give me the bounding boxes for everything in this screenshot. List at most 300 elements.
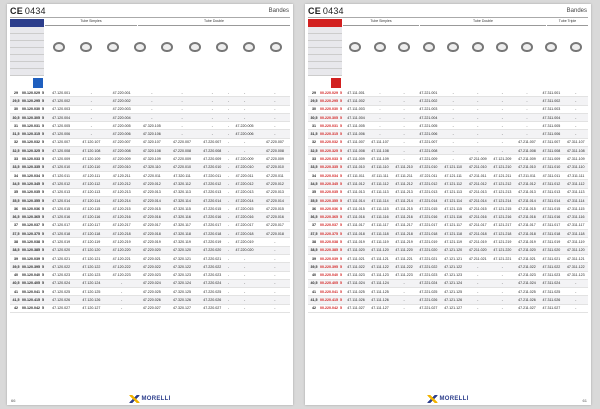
table-row: [308, 171, 588, 179]
part-number-cell: 47.111.215: [392, 205, 416, 213]
table-row: [10, 147, 290, 155]
qty-cell: 5: [338, 213, 344, 221]
part-number-cell: -: [137, 113, 167, 121]
part-number-cell: 47.221.016: [416, 213, 441, 221]
part-number-cell: 47.311.107: [564, 138, 588, 146]
part-number-cell: -: [260, 271, 290, 279]
part-number-cell: 47.211.008: [515, 147, 539, 155]
part-number-cell: 47.120.017: [46, 221, 76, 229]
part-number-cell: 47.120.116: [76, 213, 106, 221]
section-title: Bandes: [268, 8, 289, 14]
part-number-cell: 47.220.027: [137, 304, 167, 312]
part-number-cell: -: [227, 188, 229, 196]
part-number-cell: -: [490, 105, 515, 113]
qty-cell: 5: [338, 188, 344, 196]
size-cell: 34: [308, 171, 320, 179]
part-number-cell: 47.221.020: [416, 246, 441, 254]
table-row: [308, 205, 588, 213]
ref-cell: 00.120.030: [22, 105, 40, 113]
part-number-cell: 47.111.109: [368, 155, 392, 163]
ref-cell: 00.120.375: [22, 230, 40, 238]
part-number-cell: 47.311.015: [539, 205, 563, 213]
part-number-cell: -: [441, 138, 466, 146]
part-number-cell: 47.311.003: [539, 105, 563, 113]
part-number-cell: -: [466, 279, 490, 287]
qty-cell: 5: [40, 246, 46, 254]
part-number-cell: 47.311.120: [564, 246, 588, 254]
part-number-cell: 47.120.023: [46, 271, 76, 279]
table-row: [10, 97, 290, 105]
part-number-cell: -: [227, 221, 229, 229]
qty-cell: 5: [338, 163, 344, 171]
qty-cell: 5: [40, 89, 46, 97]
part-number-cell: -: [227, 246, 229, 254]
qty-cell: 5: [338, 296, 344, 304]
part-number-cell: -: [564, 89, 588, 97]
qty-cell: 5: [338, 221, 344, 229]
part-number-cell: 47.220.017: [197, 221, 227, 229]
part-number-cell: -: [229, 105, 259, 113]
part-number-cell: 47.211.009: [515, 155, 539, 163]
part-number-cell: 47.121.216: [490, 213, 515, 221]
part-number-cell: 47.211.007: [515, 138, 539, 146]
brand-logo: MORELLI: [427, 395, 468, 403]
part-number-cell: 47.120.219: [106, 238, 136, 246]
size-cell: 35,5: [10, 196, 22, 204]
qty-cell: 5: [338, 147, 344, 155]
part-number-cell: 47.211.012: [515, 180, 539, 188]
bands-table: [308, 89, 588, 313]
ref-cell: 00.120.355: [22, 196, 40, 204]
part-number-cell: -: [197, 130, 227, 138]
part-number-cell: 47.220.018: [137, 230, 167, 238]
ref-cell: 00.220.032: [320, 138, 338, 146]
part-number-cell: 47.220.019: [197, 238, 227, 246]
size-cell: 40: [10, 271, 22, 279]
part-number-cell: 47.320.114: [167, 196, 197, 204]
table-row: [10, 246, 290, 254]
thumbnail-row: [45, 58, 290, 76]
part-number-cell: 47.311.024: [539, 279, 563, 287]
part-number-cell: 47.221.009: [416, 155, 441, 163]
part-number-cell: 47.111.121: [368, 254, 392, 262]
qty-cell: 5: [338, 89, 344, 97]
part-number-cell: 47.220.014: [229, 196, 259, 204]
part-number-cell: 47.311.007: [539, 138, 563, 146]
color-ribbon: [331, 78, 341, 88]
part-number-cell: -: [515, 113, 539, 121]
qty-cell: 5: [40, 113, 46, 121]
part-number-cell: 47.211.015: [515, 205, 539, 213]
table-row: [10, 138, 290, 146]
qty-cell: 5: [338, 288, 344, 296]
part-number-cell: 47.120.122: [76, 263, 106, 271]
part-number-cell: 47.221.025: [416, 288, 441, 296]
table-row: [10, 188, 290, 196]
band-icon-cell: [127, 37, 154, 57]
ref-cell: 00.120.315: [22, 130, 40, 138]
qty-cell: 5: [40, 130, 46, 138]
part-number-cell: 47.220.007: [106, 138, 136, 146]
table-row: [10, 279, 290, 287]
part-number-cell: 47.111.117: [368, 221, 392, 229]
part-number-cell: 47.120.127: [76, 304, 106, 312]
table-row: [308, 213, 588, 221]
part-number-cell: 47.121.127: [441, 304, 466, 312]
part-number-cell: -: [260, 304, 290, 312]
ref-cell: 00.120.038: [22, 238, 40, 246]
part-number-cell: -: [260, 254, 290, 262]
part-number-cell: 47.121.119: [441, 238, 466, 246]
part-number-cell: -: [106, 288, 136, 296]
part-number-cell: 47.121.116: [441, 213, 466, 221]
part-number-cell: 47.221.022: [416, 263, 441, 271]
table-row: [308, 130, 588, 138]
part-number-cell: 47.120.004: [46, 113, 76, 121]
part-number-cell: -: [368, 130, 392, 138]
part-number-cell: 47.120.220: [106, 246, 136, 254]
part-number-cell: 47.221.005: [416, 122, 441, 130]
part-number-cell: 47.111.025: [344, 288, 368, 296]
part-number-cell: 47.120.016: [46, 213, 76, 221]
part-number-cell: 47.111.108: [368, 147, 392, 155]
part-number-cell: 47.121.113: [441, 188, 466, 196]
size-cell: 33: [10, 155, 22, 163]
part-number-cell: 47.121.114: [441, 196, 466, 204]
table-row: [10, 288, 290, 296]
part-number-cell: 47.111.219: [392, 238, 416, 246]
part-number-cell: -: [515, 130, 539, 138]
part-number-cell: 47.220.002: [106, 97, 136, 105]
brand-logo: MORELLI: [129, 395, 170, 403]
part-number-cell: -: [490, 122, 515, 130]
ref-cell: 00.120.037: [22, 221, 40, 229]
part-number-cell: -: [137, 89, 167, 97]
part-number-cell: 47.120.006: [46, 130, 76, 138]
part-number-cell: 47.111.007: [344, 138, 368, 146]
size-cell: 34,5: [10, 180, 22, 188]
part-number-cell: -: [227, 296, 229, 304]
part-number-cell: -: [229, 263, 259, 271]
part-number-cell: 47.111.213: [392, 188, 416, 196]
size-cell: 36,5: [308, 213, 320, 221]
part-number-cell: -: [466, 263, 490, 271]
table-row: [10, 196, 290, 204]
part-number-cell: 47.211.017: [466, 221, 490, 229]
size-cell: 41,5: [10, 296, 22, 304]
ce-mark: CE 0434: [10, 6, 46, 16]
part-number-cell: 47.221.010: [416, 163, 441, 171]
band-icon: [134, 42, 146, 52]
ref-cell: 00.120.041: [22, 288, 40, 296]
ref-cell: 00.120.405: [22, 279, 40, 287]
qty-cell: 5: [338, 230, 344, 238]
part-number-cell: 47.311.011: [539, 171, 563, 179]
part-number-cell: -: [515, 97, 539, 105]
qty-cell: 5: [40, 279, 46, 287]
part-number-cell: 47.220.024: [137, 279, 167, 287]
part-number-cell: -: [466, 147, 490, 155]
part-number-cell: 47.121.115: [441, 205, 466, 213]
part-number-cell: 47.120.007: [46, 138, 76, 146]
qty-cell: 5: [338, 122, 344, 130]
part-number-cell: 47.211.010: [515, 163, 539, 171]
part-number-cell: -: [260, 279, 290, 287]
part-number-cell: 47.311.001: [539, 89, 563, 97]
table-row: [10, 155, 290, 163]
table-row: [308, 122, 588, 130]
part-number-cell: -: [227, 263, 229, 271]
size-cell: 33: [308, 155, 320, 163]
size-cell: 31: [10, 122, 22, 130]
part-number-cell: 47.220.009: [229, 155, 259, 163]
part-number-cell: 47.111.023: [344, 271, 368, 279]
part-number-cell: 47.111.127: [368, 304, 392, 312]
size-cell: 40,5: [10, 279, 22, 287]
part-number-cell: 47.120.009: [46, 155, 76, 163]
part-number-cell: 47.311.113: [564, 188, 588, 196]
band-icon: [398, 42, 410, 52]
part-number-cell: -: [227, 130, 229, 138]
part-number-cell: -: [260, 113, 290, 121]
ref-cell: 00.220.029: [320, 89, 338, 97]
part-number-cell: -: [564, 288, 588, 296]
catalog-page-left: [7, 4, 293, 405]
part-number-cell: 47.311.014: [539, 196, 563, 204]
part-number-cell: -: [515, 89, 539, 97]
part-number-cell: 47.320.115: [167, 205, 197, 213]
part-number-cell: -: [137, 105, 167, 113]
part-number-cell: -: [260, 105, 290, 113]
ref-cell: 00.220.415: [320, 296, 338, 304]
part-number-cell: -: [564, 105, 588, 113]
part-number-cell: 47.111.005: [344, 122, 368, 130]
ref-cell: 00.120.033: [22, 155, 40, 163]
part-number-cell: 47.320.123: [167, 271, 197, 279]
size-cell: 36: [308, 205, 320, 213]
size-cell: 31,5: [308, 130, 320, 138]
part-number-cell: 47.220.014: [137, 196, 167, 204]
band-icon-cell: [466, 37, 491, 57]
part-number-cell: 47.211.016: [515, 213, 539, 221]
part-number-cell: -: [167, 130, 197, 138]
part-number-cell: 47.111.220: [392, 246, 416, 254]
part-number-cell: -: [490, 288, 515, 296]
part-number-cell: 47.311.012: [539, 180, 563, 188]
part-number-cell: -: [466, 89, 490, 97]
column-headers: [343, 26, 588, 36]
part-number-cell: 47.221.023: [416, 271, 441, 279]
part-number-cell: 47.211.018: [515, 230, 539, 238]
part-number-cell: -: [260, 296, 290, 304]
part-number-cell: 47.211.017: [515, 221, 539, 229]
part-number-cell: -: [227, 155, 229, 163]
part-number-cell: 47.211.021: [515, 254, 539, 262]
part-number-cell: 47.220.009: [260, 155, 290, 163]
part-number-cell: -: [260, 246, 290, 254]
part-number-cell: 47.311.115: [564, 205, 588, 213]
part-number-cell: -: [167, 105, 197, 113]
part-number-cell: 47.220.019: [137, 238, 167, 246]
part-number-cell: 47.220.015: [260, 205, 290, 213]
part-number-cell: 47.220.010: [197, 163, 227, 171]
table-row: [308, 238, 588, 246]
part-number-cell: -: [227, 271, 229, 279]
part-number-cell: -: [368, 122, 392, 130]
part-number-cell: -: [227, 304, 229, 312]
ref-cell: 00.220.345: [320, 180, 338, 188]
part-number-cell: 47.221.017: [416, 221, 441, 229]
table-row: [308, 163, 588, 171]
part-number-cell: -: [227, 171, 229, 179]
part-number-cell: 47.121.120: [441, 246, 466, 254]
ref-cell: 00.220.041: [320, 288, 338, 296]
table-row: [308, 246, 588, 254]
table-row: [10, 89, 290, 97]
size-cell: 42: [308, 304, 320, 312]
part-number-cell: 47.221.019: [416, 238, 441, 246]
part-number-cell: 47.120.002: [46, 97, 76, 105]
band-icon: [80, 42, 92, 52]
part-number-cell: 47.211.020: [515, 246, 539, 254]
ref-cell: 00.220.315: [320, 130, 338, 138]
part-number-cell: 47.320.111: [167, 171, 197, 179]
part-number-cell: 47.120.025: [46, 288, 76, 296]
qty-cell: 5: [40, 213, 46, 221]
part-number-cell: 47.120.111: [76, 171, 106, 179]
qty-cell: 5: [338, 97, 344, 105]
band-icon-cell: [564, 37, 589, 57]
part-number-cell: 47.221.021: [416, 254, 441, 262]
qty-cell: 5: [338, 279, 344, 287]
part-number-cell: 47.220.023: [137, 271, 167, 279]
ref-cell: 00.120.040: [22, 271, 40, 279]
part-number-cell: -: [197, 122, 227, 130]
part-number-cell: 47.120.107: [76, 138, 106, 146]
ref-cell: 00.220.033: [320, 155, 338, 163]
part-number-cell: -: [227, 238, 229, 246]
part-number-cell: -: [441, 147, 466, 155]
part-number-cell: 47.311.123: [564, 271, 588, 279]
part-number-cell: 47.320.107: [137, 138, 167, 146]
part-number-cell: 47.111.020: [344, 246, 368, 254]
part-number-cell: 47.311.021: [539, 254, 563, 262]
qty-cell: 5: [40, 205, 46, 213]
qty-cell: 5: [338, 113, 344, 121]
catalog-page-right: [305, 4, 591, 405]
size-cell: 37,5: [308, 230, 320, 238]
part-number-cell: 47.120.215: [106, 205, 136, 213]
ref-cell: 00.120.295: [22, 97, 40, 105]
band-icon-cell: [154, 37, 181, 57]
part-number-cell: 47.220.008: [197, 147, 227, 155]
part-number-cell: 47.211.022: [515, 263, 539, 271]
part-number-cell: 47.221.015: [416, 205, 441, 213]
part-number-cell: -: [441, 155, 466, 163]
group-header: Tube Double: [138, 19, 290, 26]
part-number-cell: 47.311.116: [564, 213, 588, 221]
part-number-cell: 47.111.003: [344, 105, 368, 113]
page-number: 66: [11, 398, 16, 403]
part-number-cell: 47.211.019: [466, 238, 490, 246]
part-number-cell: -: [227, 254, 229, 262]
ref-cell: 00.120.029: [22, 89, 40, 97]
part-number-cell: -: [392, 97, 416, 105]
part-number-cell: 47.120.003: [46, 105, 76, 113]
part-number-cell: 47.111.221: [392, 254, 416, 262]
part-number-cell: -: [76, 89, 106, 97]
qty-cell: 5: [40, 163, 46, 171]
part-number-cell: 47.221.006: [416, 130, 441, 138]
part-number-cell: 47.221.014: [416, 196, 441, 204]
part-number-cell: 47.320.105: [137, 122, 167, 130]
part-number-cell: -: [392, 155, 416, 163]
part-number-cell: 47.320.125: [167, 288, 197, 296]
part-number-cell: -: [392, 105, 416, 113]
part-number-cell: -: [106, 304, 136, 312]
part-number-cell: -: [515, 122, 539, 130]
part-number-cell: -: [76, 97, 106, 105]
logo-icon: [427, 395, 437, 403]
part-number-cell: 47.311.005: [539, 122, 563, 130]
part-number-cell: 47.220.010: [260, 163, 290, 171]
part-number-cell: -: [260, 263, 290, 271]
part-number-cell: 47.120.120: [76, 246, 106, 254]
table-row: [10, 304, 290, 312]
part-number-cell: 47.121.220: [490, 246, 515, 254]
part-number-cell: 47.120.118: [76, 230, 106, 238]
part-number-cell: 47.311.004: [539, 113, 563, 121]
part-number-cell: 47.220.014: [197, 196, 227, 204]
part-number-cell: 47.320.112: [167, 180, 197, 188]
table-row: [308, 147, 588, 155]
part-number-cell: 47.111.126: [368, 296, 392, 304]
size-cell: 37: [10, 221, 22, 229]
qty-cell: 5: [40, 296, 46, 304]
part-number-cell: -: [76, 105, 106, 113]
qty-cell: 5: [40, 271, 46, 279]
part-number-cell: 47.120.022: [46, 263, 76, 271]
part-number-cell: 47.311.022: [539, 263, 563, 271]
band-icon-cell: [181, 37, 208, 57]
part-number-cell: -: [227, 97, 229, 105]
part-number-cell: 47.211.013: [466, 188, 490, 196]
part-number-cell: 47.111.115: [368, 205, 392, 213]
part-number-cell: 47.111.223: [392, 271, 416, 279]
header-rule: [308, 17, 588, 18]
part-number-cell: 47.111.004: [344, 113, 368, 121]
band-icon: [521, 42, 533, 52]
part-number-cell: 47.311.023: [539, 271, 563, 279]
part-number-cell: 47.121.210: [490, 163, 515, 171]
part-number-cell: 47.311.109: [564, 155, 588, 163]
part-number-cell: 47.220.005: [106, 122, 136, 130]
part-number-cell: 47.220.012: [197, 180, 227, 188]
part-number-cell: -: [229, 279, 259, 287]
part-number-cell: 47.121.217: [490, 221, 515, 229]
table-row: [10, 163, 290, 171]
band-icon-cell: [539, 37, 564, 57]
part-number-cell: 47.221.004: [416, 113, 441, 121]
band-icons-row: [343, 37, 588, 57]
size-cell: 41: [10, 288, 22, 296]
part-number-cell: 47.220.010: [167, 163, 197, 171]
group-header: Tube Double: [420, 19, 546, 26]
qty-cell: 5: [338, 171, 344, 179]
part-number-cell: 47.120.018: [46, 230, 76, 238]
part-number-cell: 47.120.126: [76, 296, 106, 304]
part-number-cell: 47.121.221: [490, 254, 515, 262]
